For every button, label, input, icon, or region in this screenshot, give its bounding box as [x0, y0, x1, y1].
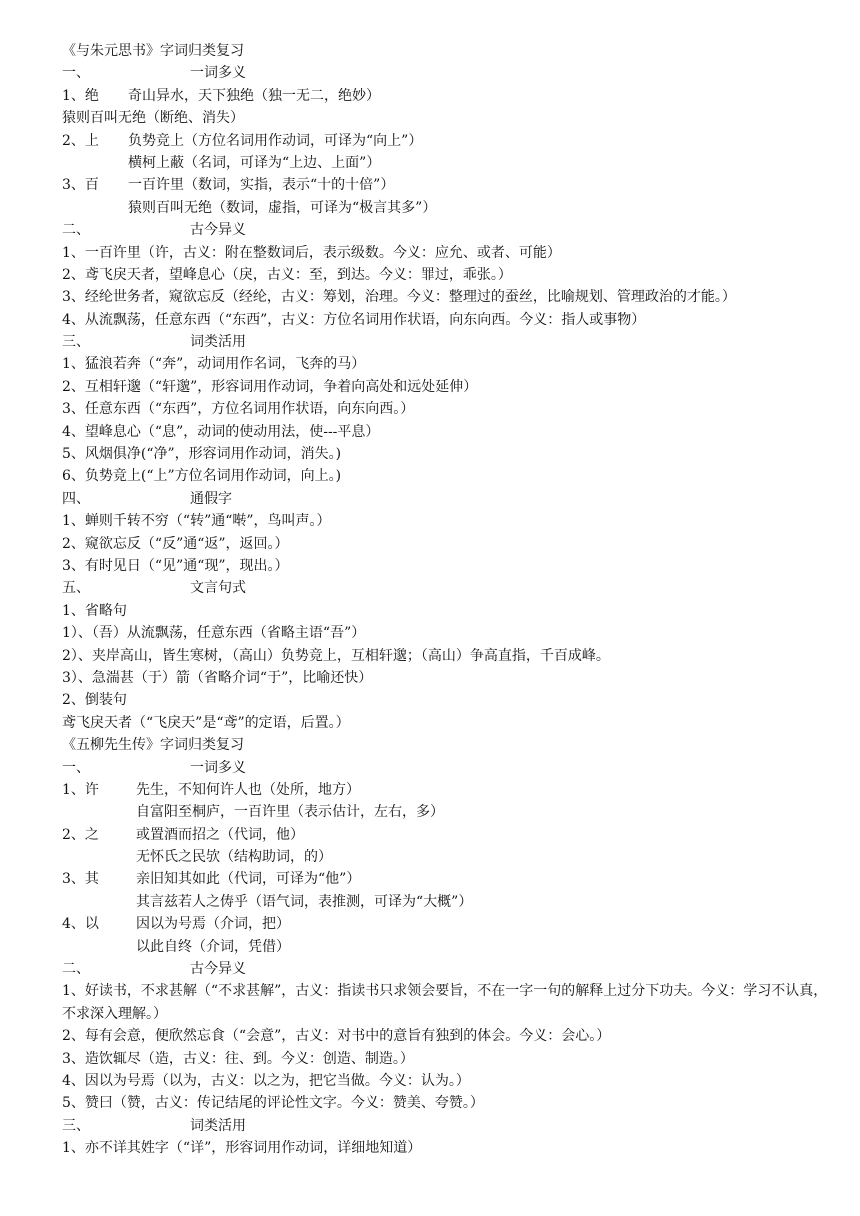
- doc1-section-heading: [62, 219, 838, 241]
- doc1-section-heading: [62, 331, 838, 353]
- entry-definition: 横柯上蔽（名词，可译为“上边、上面”）: [128, 154, 381, 171]
- polysemy-entry: [62, 868, 838, 890]
- document-page: [62, 40, 838, 1160]
- entry-definition: 奇山异水，天下独绝（独一无二，绝妙）: [128, 87, 380, 104]
- list-item: 2、窥欲忘反（“反”通“返”，返回。）: [62, 535, 289, 552]
- section-number: 一、: [62, 759, 90, 776]
- list-item: 鸢飞戾天者（“飞戾天”是“鸢”的定语，后置。）: [62, 714, 350, 731]
- polysemy-entry: [62, 197, 838, 219]
- polysemy-entry: [62, 85, 838, 107]
- list-item: 4、从流飘荡，任意东西（“东西”，古义：方位名词用作状语，向东向西。今义：指人或事物）: [62, 311, 646, 328]
- entry-definition: 亲旧知其如此（代词，可译为“他”）: [136, 871, 361, 888]
- entry-definition: 一百许里（数词，实指，表示“十的十倍”）: [128, 177, 395, 194]
- section-name: 一词多义: [190, 65, 246, 82]
- entry-word: 3、百: [62, 177, 99, 194]
- entry-definition: 无怀氏之民欤（结构助词，的）: [136, 849, 332, 866]
- entry-definition: 先生，不知何许人也（处所，地方）: [136, 781, 360, 798]
- list-item: 3、经纶世务者，窥欲忘反（经纶，古义：筹划，治理。今义：整理过的蚕丝，比喻规划、管理政治的才能。）: [62, 289, 736, 306]
- list-item: 3、有时见日（“见”通“现”，现出。）: [62, 557, 289, 574]
- entry-word: 2、上: [62, 132, 99, 149]
- polysemy-entry: [62, 152, 838, 174]
- section-name: 古今异义: [190, 961, 246, 978]
- entry-definition: 负势竞上（方位名词用作动词，可译为“向上”）: [128, 132, 423, 149]
- polysemy-entry: [62, 779, 838, 801]
- list-item: 1、省略句: [62, 602, 127, 619]
- list-item: 3、造饮辄尽（造，古义：往、到。今义：创造、制造。）: [62, 1050, 414, 1067]
- list-item: 1、蝉则千转不穷（“转”通“啭”，鸟叫声。）: [62, 513, 331, 530]
- list-item: 1、猛浪若奔（“奔”，动词用作名词，飞奔的马）: [62, 356, 366, 373]
- entry-definition: 自富阳至桐庐，一百许里（表示估计，左右，多）: [136, 804, 444, 821]
- section-number: 二、: [62, 222, 90, 239]
- polysemy-entry: [62, 130, 838, 152]
- list-item: 5、风烟俱净(“净”，形容词用作动词，消失。): [62, 446, 342, 463]
- polysemy-entry: [62, 913, 838, 935]
- section-name: 文言句式: [190, 580, 246, 597]
- entry-word: 3、其: [62, 871, 99, 888]
- polysemy-entry: [62, 936, 838, 958]
- entry-word: 2、之: [62, 826, 99, 843]
- polysemy-entry: [62, 846, 838, 868]
- doc1-title: 《与朱元思书》字词归类复习: [62, 43, 244, 59]
- entry-definition: 以此自终（介词，凭借）: [136, 938, 290, 955]
- polysemy-entry: [62, 891, 838, 913]
- list-item: 2、鸢飞戾天者，望峰息心（戾，古义：至，到达。今义：罪过，乖张。）: [62, 266, 512, 283]
- polysemy-entry: 猿则百叫无绝（断绝、消失）: [62, 110, 244, 127]
- list-item: 2）、夹岸高山，皆生寒树，（高山）负势竞上，互相轩邈；（高山）争高直指，千百成峰。: [62, 647, 610, 664]
- list-item: 2、倒装句: [62, 692, 127, 709]
- section-number: 四、: [62, 490, 90, 507]
- entry-word: 1、绝: [62, 87, 99, 104]
- polysemy-entry: [62, 801, 838, 823]
- entry-definition: 因以为号焉（介词，把）: [136, 916, 290, 933]
- list-item: 5、赞曰（赞，古义：传记结尾的评论性文字。今义：赞美、夸赞。）: [62, 1095, 484, 1112]
- doc2-title: 《五柳先生传》字词归类复习: [62, 737, 244, 754]
- list-item: 1、一百许里（许，古义：附在整数词后，表示级数。今义：应允、或者、可能）: [62, 244, 561, 261]
- polysemy-entry: [62, 824, 838, 846]
- entry-word: 4、以: [62, 916, 99, 933]
- list-item: 3、任意东西（“东西”，方位名词用作状语，向东向西。）: [62, 401, 415, 418]
- section-number: 五、: [62, 580, 90, 597]
- doc1-section-heading: [62, 62, 838, 84]
- polysemy-entry: [62, 174, 838, 196]
- section-name: 古今异义: [190, 222, 246, 239]
- section-name: 一词多义: [190, 759, 246, 776]
- doc2-section-heading: [62, 757, 838, 779]
- doc2-section-heading: [62, 1115, 838, 1137]
- section-number: 三、: [62, 334, 90, 351]
- entry-definition: 猿则百叫无绝（数词，虚指，可译为“极言其多”）: [128, 199, 437, 216]
- section-name: 词类活用: [190, 1117, 246, 1134]
- list-item: 4、因以为号焉（以为，古义：以之为，把它当做。今义：认为。）: [62, 1073, 470, 1089]
- section-number: 一、: [62, 65, 90, 82]
- list-item: 1、好读书，不求甚解（“不求甚解”，古义：指读书只求领会要旨，不在一字一句的解释上过分下功夫。今义：学习不认真，不求深入理解。）: [62, 983, 828, 1022]
- list-item: 2、每有会意，便欣然忘食（“会意”，古义：对书中的意旨有独到的体会。今义：会心。）: [62, 1028, 611, 1045]
- section-name: 通假字: [190, 490, 232, 507]
- list-item: 4、望峰息心（“息”，动词的使动用法，使---平息）: [62, 423, 380, 440]
- list-item: 3）、急湍甚（于）箭（省略介词“于”，比喻还快）: [62, 669, 373, 686]
- list-item: 2、互相轩邈（“轩邈”，形容词用作动词，争着向高处和远处延伸）: [62, 378, 478, 395]
- doc1-section-heading: [62, 577, 838, 599]
- section-number: 二、: [62, 961, 90, 978]
- entry-definition: 或置酒而招之（代词，他）: [136, 826, 304, 843]
- section-number: 三、: [62, 1117, 90, 1134]
- section-name: 词类活用: [190, 334, 246, 351]
- doc2-section-heading: [62, 958, 838, 980]
- list-item: 1）、（吾）从流飘荡，任意东西（省略主语“吾”）: [62, 625, 366, 642]
- entry-word: 1、许: [62, 781, 99, 798]
- list-item: 1、亦不详其姓字（“详”，形容词用作动词，详细地知道）: [62, 1140, 422, 1157]
- doc1-section-heading: [62, 488, 838, 510]
- entry-definition: 其言兹若人之俦乎（语气词，表推测，可译为“大概”）: [136, 893, 473, 910]
- list-item: 6、负势竞上(“上”方位名词用作动词，向上。): [62, 468, 342, 485]
